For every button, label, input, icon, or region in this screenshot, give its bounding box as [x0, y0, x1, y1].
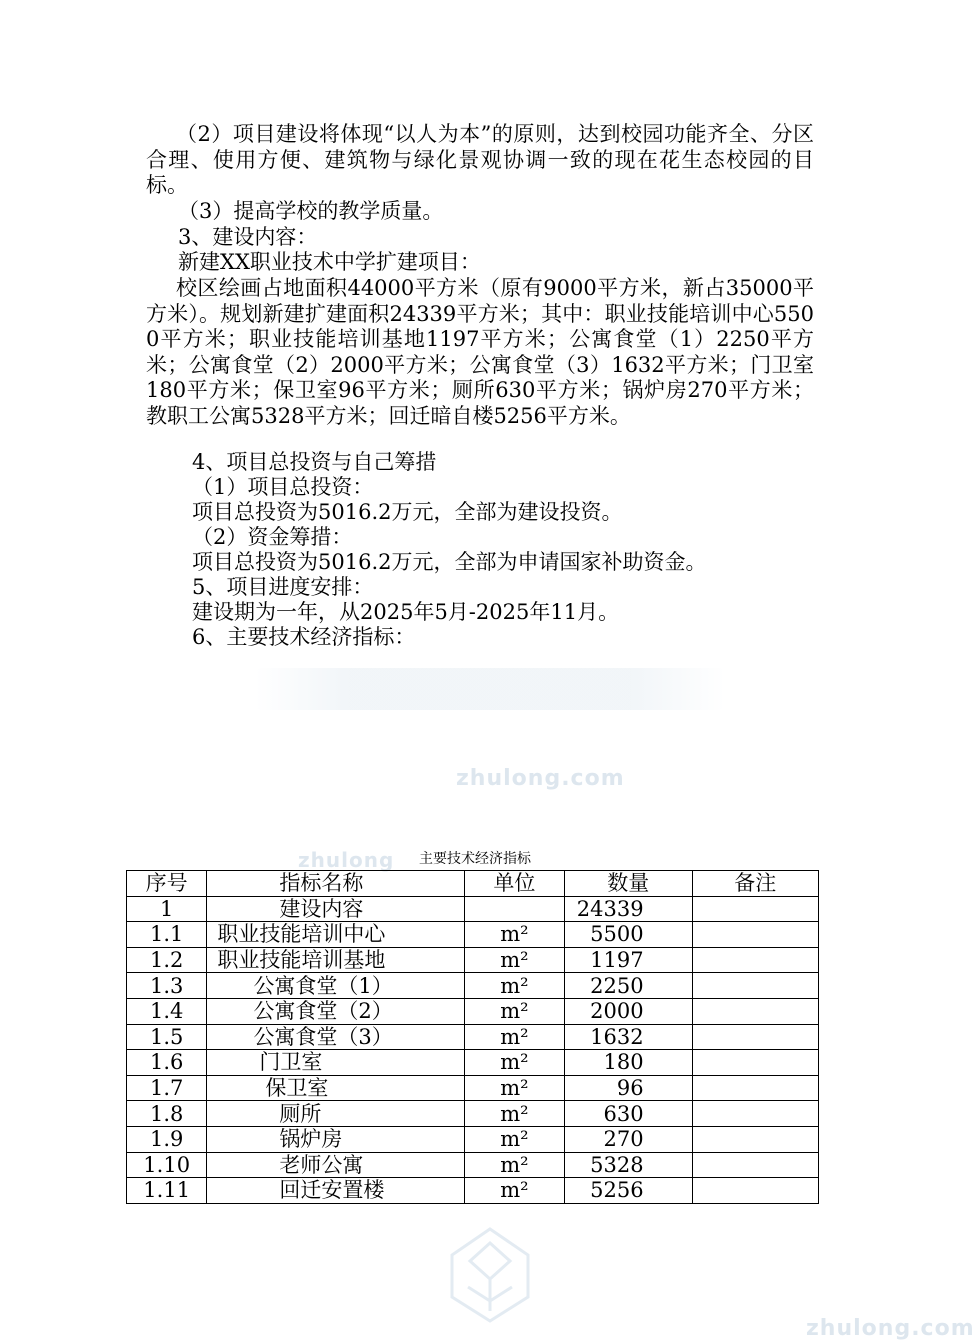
- table-row: [127, 1126, 819, 1152]
- paragraph-project-name: 新建XX职业技术中学扩建项目：: [178, 250, 481, 274]
- watermark-text-small: zhulong: [298, 848, 395, 872]
- table-row: [127, 1152, 819, 1178]
- cell-no: 1.7: [127, 1075, 207, 1101]
- cell-no: 1.11: [127, 1178, 207, 1204]
- header-unit: 单位: [464, 871, 564, 897]
- header-no: 序号: [127, 871, 207, 897]
- header-name-text: 指标名称: [279, 871, 364, 896]
- cell-unit: m²: [464, 1050, 564, 1076]
- cell-name: [207, 922, 465, 948]
- table-row: [127, 1075, 819, 1101]
- cell-qty: 270: [564, 1126, 692, 1152]
- cell-no: 1.8: [127, 1101, 207, 1127]
- cell-no: 1.1: [127, 922, 207, 948]
- cell-note: [692, 896, 818, 922]
- cell-qty: 5500: [564, 922, 692, 948]
- cell-note: [692, 973, 818, 999]
- heading-total-investment: （1）项目总投资：: [192, 475, 374, 499]
- cell-name-text: 老师公寓: [279, 1152, 364, 1177]
- cell-qty: 24339: [564, 896, 692, 922]
- cell-unit: m²: [464, 947, 564, 973]
- header-note: 备注: [692, 871, 818, 897]
- cell-unit: m²: [464, 1126, 564, 1152]
- cell-note: [692, 1152, 818, 1178]
- cell-name-text: 保卫室: [265, 1076, 329, 1101]
- cell-note: [692, 947, 818, 973]
- cell-unit: m²: [464, 1152, 564, 1178]
- table-title: 主要技术经济指标: [419, 851, 531, 867]
- cell-no: 1.6: [127, 1050, 207, 1076]
- indicators-table: [126, 870, 819, 1204]
- cell-name-text: 职业技能培训中心: [217, 922, 386, 947]
- table-row: [127, 1024, 819, 1050]
- paragraph-total-investment: 项目总投资为5016.2万元，全部为建设投资。: [192, 500, 623, 524]
- cell-unit: m²: [464, 1101, 564, 1127]
- cell-unit: m²: [464, 973, 564, 999]
- table-row: [127, 896, 819, 922]
- cell-name: [207, 896, 465, 922]
- header-qty: 数量: [564, 871, 692, 897]
- cell-no: 1.10: [127, 1152, 207, 1178]
- cell-name-text: 公寓食堂（3）: [253, 1024, 393, 1049]
- cell-name: [207, 973, 465, 999]
- table-row: [127, 922, 819, 948]
- cell-name: [207, 1075, 465, 1101]
- cell-note: [692, 922, 818, 948]
- heading-fund-raising: （2）资金筹措：: [192, 525, 353, 549]
- table-header-row: [127, 871, 819, 897]
- paragraph-area-details: 校区绘画占地面积44000平方米（原有9000平方米，新占35000平方米）。规划新建扩建面积24339平方米；其中：职业技能培训中心5500平方米；职业技能培训基地1197平方米；公寓食堂（1）2250平方米；公寓食堂（2）2000平方米；公寓食堂（3）1632平方米；门卫室180平方米；保卫室96平方米；厕所630平方米；锅炉房270平方米；教职工公寓5328平方米；回迁暗自楼5256平方米。: [146, 276, 814, 428]
- table-row: [127, 1050, 819, 1076]
- cell-qty: 2000: [564, 998, 692, 1024]
- cell-unit: m²: [464, 1178, 564, 1204]
- paragraph-principle: （2）项目建设将体现“以人为本”的原则，达到校园功能齐全、分区合理、使用方便、建筑物与绿化景观协调一致的现在花生态校园的目标。: [146, 122, 814, 198]
- cell-name-text: 建设内容: [279, 896, 364, 921]
- cell-name: [207, 947, 465, 973]
- cell-unit: m²: [464, 1075, 564, 1101]
- watermark-text-corner: zhulong.com: [806, 1316, 975, 1341]
- table-row: [127, 1178, 819, 1204]
- cell-qty: 180: [564, 1050, 692, 1076]
- cell-name: [207, 1050, 465, 1076]
- cell-no: 1.3: [127, 973, 207, 999]
- cell-note: [692, 1050, 818, 1076]
- watermark-text: zhulong.com: [456, 766, 625, 791]
- cell-name: [207, 1101, 465, 1127]
- header-name: [207, 871, 465, 897]
- paragraph-fund-raising: 项目总投资为5016.2万元，全部为申请国家补助资金。: [192, 550, 707, 574]
- cell-unit: m²: [464, 998, 564, 1024]
- watermark-logo-icon: [448, 1225, 532, 1325]
- cell-name: [207, 1178, 465, 1204]
- cell-note: [692, 1101, 818, 1127]
- cell-no: 1.4: [127, 998, 207, 1024]
- cell-name: [207, 1024, 465, 1050]
- cell-unit: m²: [464, 922, 564, 948]
- cell-qty: 1197: [564, 947, 692, 973]
- table-row: [127, 1101, 819, 1127]
- cell-name-text: 职业技能培训基地: [217, 948, 386, 973]
- cell-note: [692, 1024, 818, 1050]
- cell-name-text: 回迁安置楼: [279, 1178, 385, 1203]
- cell-qty: 5256: [564, 1178, 692, 1204]
- heading-schedule: 5、项目进度安排：: [192, 575, 374, 599]
- cell-name: [207, 1126, 465, 1152]
- cell-name-text: 门卫室: [259, 1050, 323, 1075]
- cell-no: 1: [127, 896, 207, 922]
- cell-unit: [464, 896, 564, 922]
- heading-indicators: 6、主要技术经济指标：: [192, 625, 416, 649]
- cell-name: [207, 1152, 465, 1178]
- table-row: [127, 973, 819, 999]
- cell-name-text: 锅炉房: [279, 1127, 343, 1152]
- cell-note: [692, 998, 818, 1024]
- cell-name: [207, 998, 465, 1024]
- cell-note: [692, 1178, 818, 1204]
- cell-no: 1.9: [127, 1126, 207, 1152]
- cell-name-text: 公寓食堂（1）: [253, 973, 393, 998]
- cell-name-text: 厕所: [279, 1101, 322, 1126]
- cell-qty: 1632: [564, 1024, 692, 1050]
- cell-qty: 96: [564, 1075, 692, 1101]
- cell-note: [692, 1126, 818, 1152]
- table-row: [127, 947, 819, 973]
- heading-investment: 4、项目总投资与自己筹措: [192, 450, 437, 474]
- heading-construction-content: 3、建设内容：: [178, 225, 318, 249]
- cell-no: 1.5: [127, 1024, 207, 1050]
- table-row: [127, 998, 819, 1024]
- paragraph-quality: （3）提高学校的教学质量。: [178, 199, 444, 223]
- cell-note: [692, 1075, 818, 1101]
- paragraph-schedule: 建设期为一年，从2025年5月-2025年11月。: [192, 600, 620, 624]
- cell-qty: 5328: [564, 1152, 692, 1178]
- cell-qty: 2250: [564, 973, 692, 999]
- cell-no: 1.2: [127, 947, 207, 973]
- watermark-blur-band: [255, 668, 725, 710]
- cell-qty: 630: [564, 1101, 692, 1127]
- cell-unit: m²: [464, 1024, 564, 1050]
- cell-name-text: 公寓食堂（2）: [253, 999, 393, 1024]
